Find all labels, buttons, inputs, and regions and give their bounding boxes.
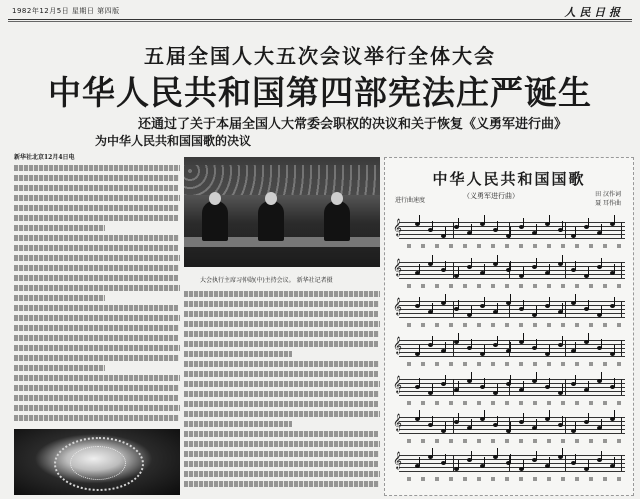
text-line [14,305,178,311]
music-staff: 𝄞 [399,340,625,356]
score-credit-music: 聂 耳作曲 [595,200,621,207]
headline-main: 中华人民共和国第四部宪法庄严诞生 [48,73,592,112]
masthead-rule-secondary [8,21,632,22]
masthead-rule [8,19,632,20]
text-line [184,471,380,477]
text-line [14,405,180,411]
text-line [184,301,379,307]
text-line [184,381,380,387]
photo-caption: 大会执行主席习仲勋(中)主持会议。 新华社记者摄 [200,277,333,284]
text-line [184,321,380,327]
music-staff: 𝄞 [399,301,625,317]
text-line [14,355,179,361]
text-line [184,341,378,347]
lyric-line [407,362,621,366]
text-line [184,411,380,417]
text-line [14,245,178,251]
text-line [184,441,380,447]
text-line [14,295,105,301]
text-line [14,235,179,241]
text-line [184,461,378,467]
lyric-line [407,323,621,327]
text-line [184,331,379,337]
hall-ceiling-photo [14,429,180,495]
lyric-line [407,284,621,288]
text-line [14,205,179,211]
text-line [14,415,179,421]
article-column-middle [184,291,380,496]
text-line [14,315,180,321]
text-line [14,185,178,191]
text-line [184,351,292,357]
music-staff: 𝄞 [399,455,625,471]
music-staff: 𝄞 [399,222,625,238]
text-line [14,345,180,351]
text-line [14,225,105,231]
headline-sub-line2: 为中华人民共和国国歌的决议 [95,134,252,148]
article-column-left [14,153,180,423]
text-line [14,215,178,221]
text-line [184,451,379,457]
text-line [14,165,180,171]
score-title: 中华人民共和国国歌 [432,170,586,188]
text-line [14,175,179,181]
text-line [14,365,105,371]
text-line [184,401,378,407]
text-line [184,431,378,437]
text-line [184,391,379,397]
text-line [14,325,179,331]
text-line [184,361,379,367]
text-line [14,195,180,201]
masthead-date: 1982年12月5日 星期日 第四版 [12,7,120,15]
music-staff: 𝄞 [399,417,625,433]
text-line [14,265,179,271]
text-line [14,335,178,341]
lyric-line [407,401,621,405]
lyric-line [407,439,621,443]
masthead-paper-name: 人 民 日 报 [564,6,620,19]
masthead [8,6,632,18]
score-tempo: 进行曲速度 [395,197,426,204]
text-line [184,421,292,427]
headline-kicker: 五届全国人大五次会议举行全体大会 [144,44,496,68]
music-staff: 𝄞 [399,262,625,278]
score-credit-lyrics: 田 汉作词 [595,191,621,198]
text-line [184,371,378,377]
text-line [14,285,180,291]
headline-sub-line1: 还通过了关于本届全国人大常委会职权的决议和关于恢复《义勇军进行曲》 [138,117,568,132]
text-line [14,385,179,391]
text-line [14,395,178,401]
text-line [184,291,380,297]
anthem-score [384,157,634,496]
text-line [14,275,178,281]
article-dateline: 新华社北京12月4日电 [14,154,75,161]
score-subtitle: （义勇军进行曲） [463,192,519,200]
session-photo [184,157,380,267]
text-line [184,481,379,487]
music-staff: 𝄞 [399,379,625,395]
lyric-line [407,244,621,248]
text-line [184,311,378,317]
text-line [14,375,180,381]
text-line [14,255,180,261]
lyric-line [407,477,621,481]
